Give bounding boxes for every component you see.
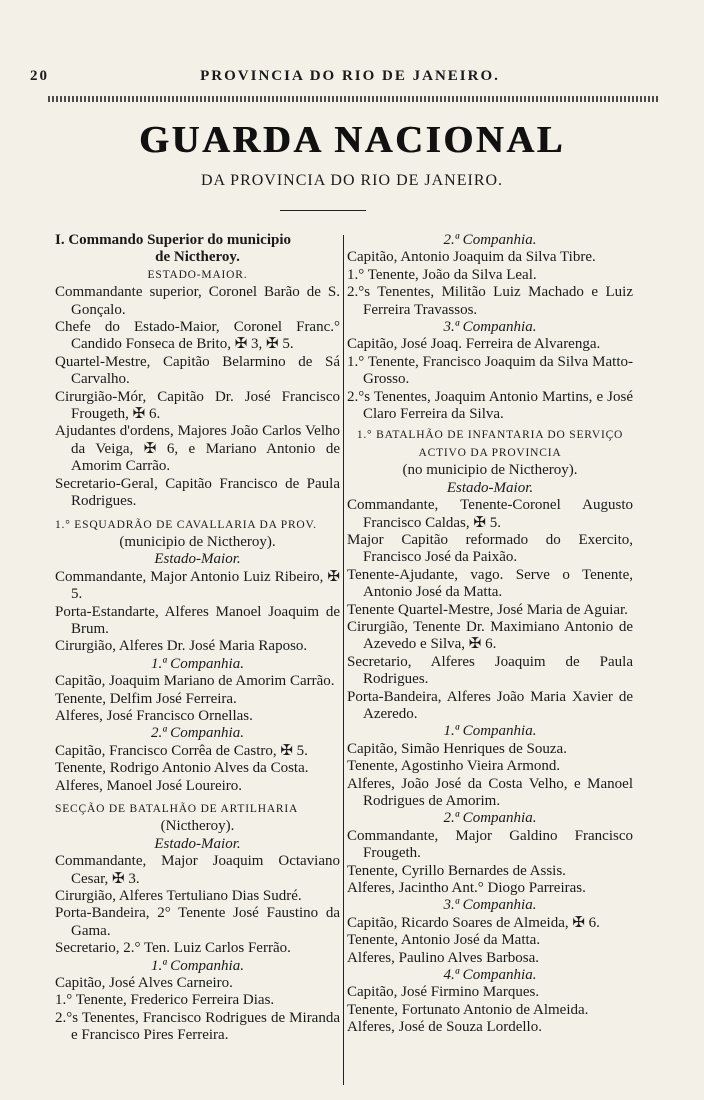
entry: Alferes, Manoel José Loureiro. bbox=[55, 777, 243, 794]
entry: Secretario-Geral, Capitão Francisco de Paula Rodrigues. bbox=[55, 475, 340, 510]
section-heading: (Nictheroy). bbox=[160, 818, 235, 835]
entry: 2.°s Tenentes, Francisco Rodrigues de Miranda e Francisco Pires Ferreira. bbox=[55, 1009, 340, 1044]
entry: Tenente-Ajudante, vago. Serve o Tenente, Antonio José da Matta. bbox=[347, 566, 633, 601]
page-header bbox=[30, 68, 670, 90]
entry: Capitão, José Alves Carneiro. bbox=[55, 975, 233, 992]
entry: Tenente, Agostinho Vieira Armond. bbox=[347, 758, 561, 775]
entry: Cirurgião, Alferes Tertuliano Dias Sudré. bbox=[55, 888, 302, 905]
subsection-heading: 2.ª Companhia. bbox=[443, 810, 537, 827]
entry: Cirurgião, Alferes Dr. José Maria Raposo. bbox=[55, 638, 308, 655]
entry: Porta-Bandeira, Alferes João Maria Xavier de Azeredo. bbox=[347, 688, 633, 722]
subsection-heading: 2.ª Companhia. bbox=[443, 232, 537, 248]
entry: Alferes, José Francisco Ornellas. bbox=[55, 707, 253, 724]
entry: 2.°s Tenentes, Joaquim Antonio Martins, e José Claro Ferreira da Silva. bbox=[347, 388, 633, 423]
subsection-heading: Estado-Maior. bbox=[154, 551, 241, 568]
subsection-heading: 1.ª Companhia. bbox=[443, 723, 537, 740]
section-heading: (municipio de Nictheroy). bbox=[119, 533, 276, 550]
entry: Porta-Estandarte, Alferes Manoel Joaquim de Brum. bbox=[55, 603, 340, 637]
entry: Capitão, Francisco Corrêa de Castro, ✠ 5. bbox=[55, 742, 308, 759]
entry: Commandante superior, Coronel Barão de S. Gonçalo. bbox=[55, 284, 340, 318]
section-heading: 1.° BATALHÃO DE INFANTARIA DO SERVIÇO ACTIVO DA PROVINCIA bbox=[356, 429, 624, 459]
section-heading: (no municipio de Nictheroy). bbox=[402, 462, 578, 479]
entry: 1.° Tenente, Frederico Ferreira Dias. bbox=[55, 992, 275, 1009]
right-column bbox=[347, 232, 633, 1037]
entry: Alferes, João José da Costa Velho, e Manoel Rodrigues de Amorim. bbox=[347, 775, 633, 809]
section-heading: SECÇÃO DE BATALHÃO DE ARTILHARIA bbox=[55, 803, 299, 815]
entry: Quartel-Mestre, Capitão Belarmino de Sá Carvalho. bbox=[55, 353, 340, 388]
entry: Tenente, Fortunato Antonio de Almeida. bbox=[347, 1001, 589, 1018]
subsection-heading: 1.ª Companhia. bbox=[151, 957, 244, 974]
subsection-heading: 2.ª Companhia. bbox=[151, 725, 244, 742]
entry: Capitão, Joaquim Mariano de Amorim Carrão. bbox=[55, 673, 335, 690]
entry: Tenente Quartel-Mestre, José Maria de Aguiar. bbox=[347, 601, 628, 618]
entry: Tenente, Cyrillo Bernardes de Assis. bbox=[347, 862, 566, 879]
entry: Secretario, Alferes Joaquim de Paula Rodrigues. bbox=[347, 653, 633, 688]
subsection-heading: 4.ª Companhia. bbox=[443, 967, 537, 984]
section-title: GUARDA NACIONAL bbox=[138, 119, 566, 161]
entry: Tenente, Rodrigo Antonio Alves da Costa. bbox=[55, 760, 309, 777]
subsection-heading: Estado-Maior. bbox=[154, 835, 241, 852]
entry: 2.°s Tenentes, Militão Luiz Machado e Luiz Ferreira Travassos. bbox=[347, 284, 633, 318]
subsection-heading: 3.ª Companhia. bbox=[443, 319, 537, 336]
entry: Cirurgião, Tenente Dr. Maximiano Antonio de Azevedo e Silva, ✠ 6. bbox=[347, 618, 633, 653]
entry: Ajudantes d'ordens, Majores João Carlos Velho da Veiga, ✠ 6, e Mariano Antonio de Amorim Carrão. bbox=[55, 423, 340, 475]
entry: Alferes, Paulino Alves Barbosa. bbox=[347, 949, 540, 966]
ornamental-rule bbox=[48, 96, 660, 102]
left-column bbox=[55, 232, 340, 1045]
section-heading: I. Commando Superior do municipio bbox=[55, 232, 292, 248]
entry: Alferes, Jacintho Ant.° Diogo Parreiras. bbox=[347, 880, 586, 897]
entry: 1.° Tenente, Francisco Joaquim da Silva Matto-Grosso. bbox=[347, 353, 633, 388]
entry: Capitão, José Firmino Marques. bbox=[347, 984, 540, 1001]
entry: Capitão, Simão Henriques de Souza. bbox=[347, 740, 567, 757]
entry: Cirurgião-Mór, Capitão Dr. José Francisco Frougeth, ✠ 6. bbox=[55, 388, 340, 423]
column-divider bbox=[343, 235, 344, 1085]
section-heading: 1.° ESQUADRÃO DE CAVALLARIA DA PROV. bbox=[55, 518, 317, 531]
entry: Chefe do Estado-Maior, Coronel Franc.° Candido Fonseca de Brito, ✠ 3, ✠ 5. bbox=[55, 319, 340, 353]
subsection-heading: 3.ª Companhia. bbox=[443, 897, 537, 914]
entry: Secretario, 2.° Ten. Luiz Carlos Ferrão. bbox=[55, 940, 291, 957]
entry: 1.° Tenente, João da Silva Leal. bbox=[347, 266, 537, 283]
entry: Tenente, Antonio José da Matta. bbox=[347, 932, 541, 949]
subsection-heading: Estado-Maior. bbox=[446, 479, 534, 496]
entry: Porta-Bandeira, 2° Tenente José Faustino da Gama. bbox=[55, 905, 340, 939]
page-number: 20 bbox=[30, 68, 49, 84]
subsection-heading: 1.ª Companhia. bbox=[151, 655, 244, 672]
running-title: PROVINCIA DO RIO DE JANEIRO. bbox=[200, 68, 500, 84]
entry: Commandante, Major Galdino Francisco Frougeth. bbox=[347, 827, 633, 862]
entry: Major Capitão reformado do Exercito, Francisco José da Paixão. bbox=[347, 531, 633, 566]
entry: Capitão, Antonio Joaquim da Silva Tibre. bbox=[347, 249, 596, 266]
entry: Tenente, Delfim José Ferreira. bbox=[55, 690, 237, 707]
entry: Capitão, Ricardo Soares de Almeida, ✠ 6. bbox=[347, 914, 600, 931]
title-rule bbox=[280, 210, 366, 211]
entry: Capitão, José Joaq. Ferreira de Alvarenga. bbox=[347, 336, 601, 353]
entry: Commandante, Major Antonio Luiz Ribeiro, ✠ 5. bbox=[55, 568, 340, 603]
section-heading: de Nictheroy. bbox=[155, 249, 240, 266]
subsection-heading: ESTADO-MAIOR. bbox=[147, 268, 248, 281]
entry: Commandante, Tenente-Coronel Augusto Francisco Caldas, ✠ 5. bbox=[347, 497, 633, 531]
entry: Commandante, Major Joaquim Octaviano Cesar, ✠ 3. bbox=[55, 853, 340, 887]
section-subtitle: DA PROVINCIA DO RIO DE JANEIRO. bbox=[200, 172, 504, 189]
entry: Alferes, José de Souza Lordello. bbox=[347, 1019, 542, 1036]
